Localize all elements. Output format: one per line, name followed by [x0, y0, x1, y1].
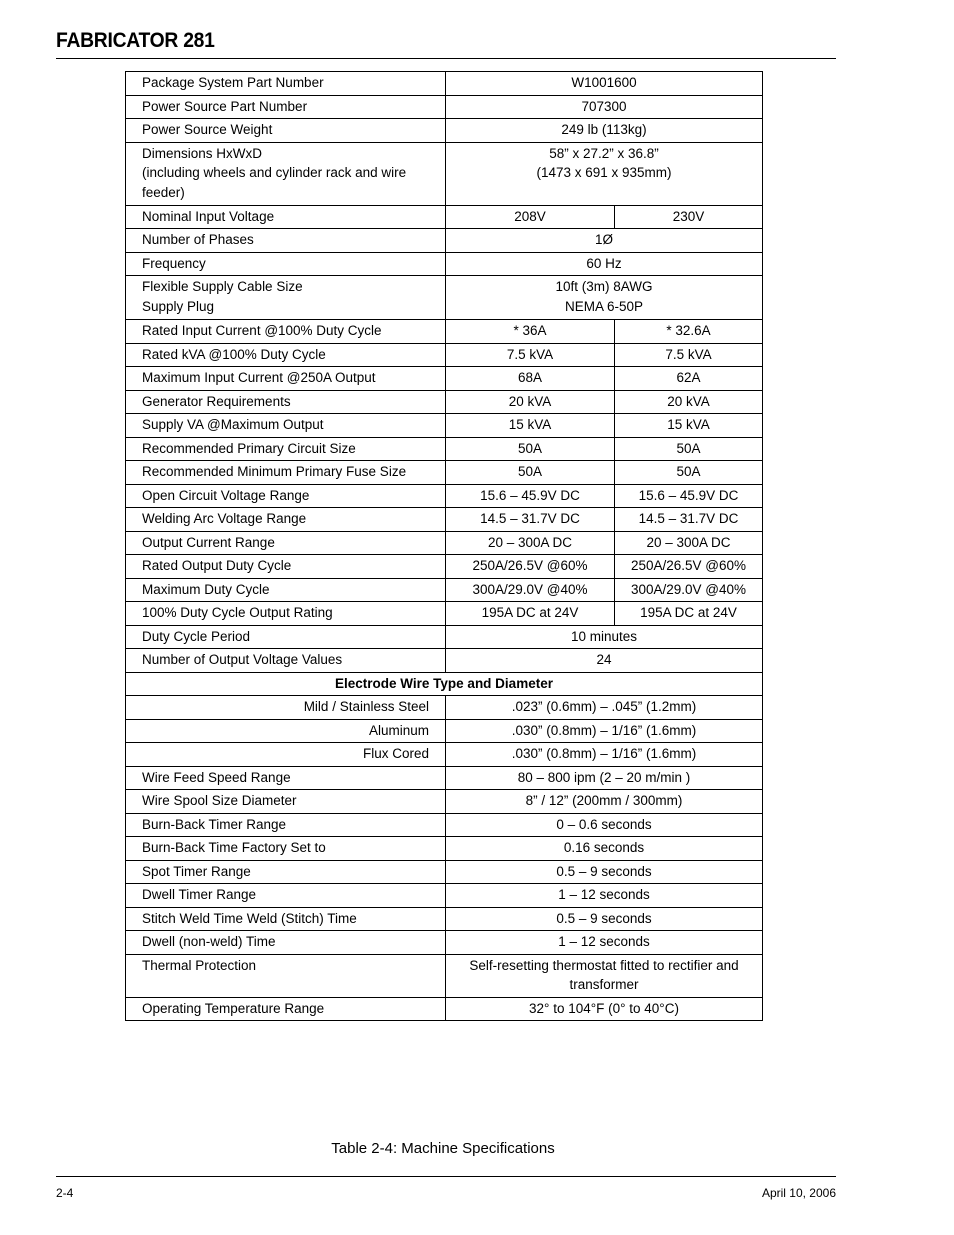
- spec-value-230v: 15 kVA: [615, 414, 763, 438]
- page-number: 2-4: [56, 1186, 74, 1200]
- spec-value-230v: * 32.6A: [615, 320, 763, 344]
- table-row: [126, 72, 763, 96]
- spec-label: Dimensions HxWxD (including wheels and cylinder rack and wire feeder): [126, 142, 446, 205]
- table-row: [126, 696, 763, 720]
- spec-value-230v: 20 – 300A DC: [615, 531, 763, 555]
- spec-label: Aluminum: [126, 719, 446, 743]
- table-row: [126, 719, 763, 743]
- spec-value: Self-resetting thermostat fitted to rectifier and transformer: [446, 954, 763, 997]
- spec-label: 100% Duty Cycle Output Rating: [126, 602, 446, 626]
- spec-value-230v: 14.5 – 31.7V DC: [615, 508, 763, 532]
- spec-label: Spot Timer Range: [126, 860, 446, 884]
- spec-value: 1 – 12 seconds: [446, 931, 763, 955]
- spec-label: Number of Phases: [126, 229, 446, 253]
- spec-value-208v: 300A/29.0V @40%: [446, 578, 615, 602]
- spec-value-230v: 7.5 kVA: [615, 343, 763, 367]
- table-row: [126, 414, 763, 438]
- spec-label: Power Source Weight: [126, 119, 446, 143]
- spec-value: 32° to 104°F (0° to 40°C): [446, 997, 763, 1021]
- spec-value-208v: 50A: [446, 437, 615, 461]
- table-section-row: [126, 672, 763, 696]
- spec-label: Dwell (non-weld) Time: [126, 931, 446, 955]
- table-row: [126, 625, 763, 649]
- table-row: [126, 276, 763, 320]
- spec-value-208v: 68A: [446, 367, 615, 391]
- table-row: [126, 997, 763, 1021]
- table-row: [126, 142, 763, 205]
- spec-value: 1Ø: [446, 229, 763, 253]
- table-row: [126, 907, 763, 931]
- spec-value: 10ft (3m) 8AWG NEMA 6-50P: [446, 276, 763, 320]
- spec-value: 24: [446, 649, 763, 673]
- spec-value: 0.5 – 9 seconds: [446, 907, 763, 931]
- spec-value-230v: 250A/26.5V @60%: [615, 555, 763, 579]
- spec-value-208v: 195A DC at 24V: [446, 602, 615, 626]
- spec-value: 249 lb (113kg): [446, 119, 763, 143]
- spec-value-230v: 230V: [615, 205, 763, 229]
- spec-value: 1 – 12 seconds: [446, 884, 763, 908]
- table-row: [126, 437, 763, 461]
- spec-value-208v: 15.6 – 45.9V DC: [446, 484, 615, 508]
- spec-label: Open Circuit Voltage Range: [126, 484, 446, 508]
- table-caption: Table 2-4: Machine Specifications: [331, 1140, 555, 1157]
- spec-value-208v: * 36A: [446, 320, 615, 344]
- spec-label: Wire Feed Speed Range: [126, 766, 446, 790]
- spec-label: Nominal Input Voltage: [126, 205, 446, 229]
- table-row: [126, 484, 763, 508]
- table-row: [126, 766, 763, 790]
- table-row: [126, 931, 763, 955]
- spec-label: Maximum Duty Cycle: [126, 578, 446, 602]
- table-row: [126, 252, 763, 276]
- spec-value-208v: 20 kVA: [446, 390, 615, 414]
- spec-label: Supply VA @Maximum Output: [126, 414, 446, 438]
- table-row: [126, 884, 763, 908]
- table-row: [126, 578, 763, 602]
- spec-label: Number of Output Voltage Values: [126, 649, 446, 673]
- table-row: [126, 229, 763, 253]
- spec-value: .030” (0.8mm) – 1/16” (1.6mm): [446, 719, 763, 743]
- table-row: [126, 743, 763, 767]
- table-row: [126, 954, 763, 997]
- spec-value-230v: 50A: [615, 437, 763, 461]
- spec-label: Wire Spool Size Diameter: [126, 790, 446, 814]
- table-row: [126, 837, 763, 861]
- spec-value: 8” / 12” (200mm / 300mm): [446, 790, 763, 814]
- spec-value-208v: 15 kVA: [446, 414, 615, 438]
- spec-label: Flexible Supply Cable Size Supply Plug: [126, 276, 446, 320]
- publication-date: April 10, 2006: [761, 1186, 836, 1200]
- spec-label: Package System Part Number: [126, 72, 446, 96]
- table-row: [126, 320, 763, 344]
- page-title: FABRICATOR 281: [56, 29, 215, 52]
- table-row: [126, 119, 763, 143]
- spec-value: 10 minutes: [446, 625, 763, 649]
- spec-label: Stitch Weld Time Weld (Stitch) Time: [126, 907, 446, 931]
- table-row: [126, 367, 763, 391]
- table-row: [126, 649, 763, 673]
- spec-label: Burn-Back Time Factory Set to: [126, 837, 446, 861]
- spec-value: 58” x 27.2” x 36.8” (1473 x 691 x 935mm): [446, 142, 763, 205]
- spec-value-208v: 250A/26.5V @60%: [446, 555, 615, 579]
- spec-label: Power Source Part Number: [126, 95, 446, 119]
- spec-value-230v: 300A/29.0V @40%: [615, 578, 763, 602]
- spec-label: Dwell Timer Range: [126, 884, 446, 908]
- spec-value-230v: 15.6 – 45.9V DC: [615, 484, 763, 508]
- table-row: [126, 205, 763, 229]
- spec-label: Rated kVA @100% Duty Cycle: [126, 343, 446, 367]
- spec-label: Thermal Protection: [126, 954, 446, 997]
- spec-value-230v: 50A: [615, 461, 763, 485]
- table-row: [126, 555, 763, 579]
- spec-label: Duty Cycle Period: [126, 625, 446, 649]
- spec-label: Mild / Stainless Steel: [126, 696, 446, 720]
- spec-label: Recommended Primary Circuit Size: [126, 437, 446, 461]
- spec-label: Output Current Range: [126, 531, 446, 555]
- spec-value-230v: 20 kVA: [615, 390, 763, 414]
- table-row: [126, 390, 763, 414]
- table-row: [126, 508, 763, 532]
- table-row: [126, 95, 763, 119]
- spec-value: W1001600: [446, 72, 763, 96]
- spec-value: 0.5 – 9 seconds: [446, 860, 763, 884]
- spec-label: Maximum Input Current @250A Output: [126, 367, 446, 391]
- table-row: [126, 602, 763, 626]
- spec-value-230v: 62A: [615, 367, 763, 391]
- spec-label: Welding Arc Voltage Range: [126, 508, 446, 532]
- table-row: [126, 461, 763, 485]
- spec-value: 80 – 800 ipm (2 – 20 m/min ): [446, 766, 763, 790]
- spec-value-230v: 195A DC at 24V: [615, 602, 763, 626]
- spec-label: Flux Cored: [126, 743, 446, 767]
- header-rule: [56, 58, 836, 59]
- spec-value: 60 Hz: [446, 252, 763, 276]
- machine-specifications-table: [125, 71, 763, 1021]
- spec-label: Frequency: [126, 252, 446, 276]
- spec-value: .030” (0.8mm) – 1/16” (1.6mm): [446, 743, 763, 767]
- spec-value: .023” (0.6mm) – .045” (1.2mm): [446, 696, 763, 720]
- spec-label: Recommended Minimum Primary Fuse Size: [126, 461, 446, 485]
- spec-value-208v: 208V: [446, 205, 615, 229]
- spec-value: 0.16 seconds: [446, 837, 763, 861]
- spec-value-208v: 14.5 – 31.7V DC: [446, 508, 615, 532]
- spec-value: 707300: [446, 95, 763, 119]
- spec-label: Operating Temperature Range: [126, 997, 446, 1021]
- table-row: [126, 790, 763, 814]
- spec-value-208v: 50A: [446, 461, 615, 485]
- spec-label: Burn-Back Timer Range: [126, 813, 446, 837]
- table-row: [126, 813, 763, 837]
- spec-label: Rated Output Duty Cycle: [126, 555, 446, 579]
- spec-label: Rated Input Current @100% Duty Cycle: [126, 320, 446, 344]
- spec-value-208v: 20 – 300A DC: [446, 531, 615, 555]
- table-row: [126, 860, 763, 884]
- spec-label: Generator Requirements: [126, 390, 446, 414]
- spec-value-208v: 7.5 kVA: [446, 343, 615, 367]
- table-row: [126, 343, 763, 367]
- spec-value: 0 – 0.6 seconds: [446, 813, 763, 837]
- section-heading: Electrode Wire Type and Diameter: [126, 672, 763, 696]
- footer-rule: [56, 1176, 836, 1177]
- table-row: [126, 531, 763, 555]
